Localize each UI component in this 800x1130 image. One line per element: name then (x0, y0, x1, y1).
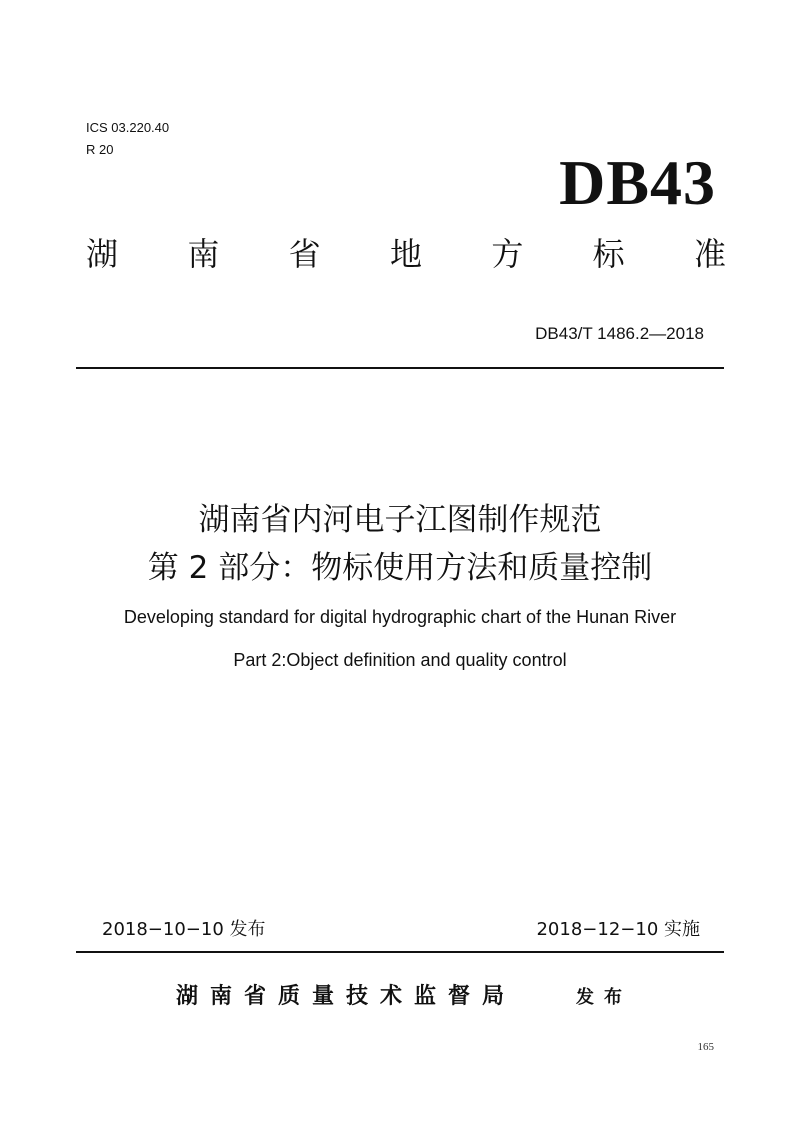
standard-type-char: 准 (693, 235, 726, 273)
page-number: 165 (697, 1041, 714, 1053)
ics-code: ICS 03.220.40 (86, 120, 170, 135)
classification-code: R 20 (86, 142, 114, 157)
standard-type-char: 省 (288, 235, 321, 273)
top-divider (76, 367, 724, 369)
title-chinese-line1: 湖南省内河电子江图制作规范 (198, 502, 602, 538)
title-english-line1: Developing standard for digital hydrographic chart of the Hunan River (123, 607, 677, 627)
issuer-name: 湖南省质量技术监督局 (176, 984, 517, 1009)
issue-date: 2018−10−10 发布 (102, 919, 266, 940)
implementation-date: 2018−12−10 实施 (536, 919, 700, 940)
issuer-action: 发布 (576, 987, 632, 1008)
standard-type-char: 标 (592, 235, 625, 273)
standard-type-char: 方 (491, 235, 524, 273)
standard-number: DB43/T 1486.2—2018 (535, 324, 704, 343)
standard-type-char: 地 (389, 235, 422, 273)
bottom-divider (76, 951, 724, 953)
standard-type-heading (86, 234, 726, 274)
standard-type-char: 湖 (86, 235, 119, 273)
db-logo: DB43 (559, 147, 716, 218)
standard-type-char: 南 (187, 235, 220, 273)
title-chinese-line2: 第 2 部分：物标使用方法和质量控制 (147, 550, 653, 586)
title-english-line2: Part 2:Object definition and quality control (233, 650, 567, 670)
